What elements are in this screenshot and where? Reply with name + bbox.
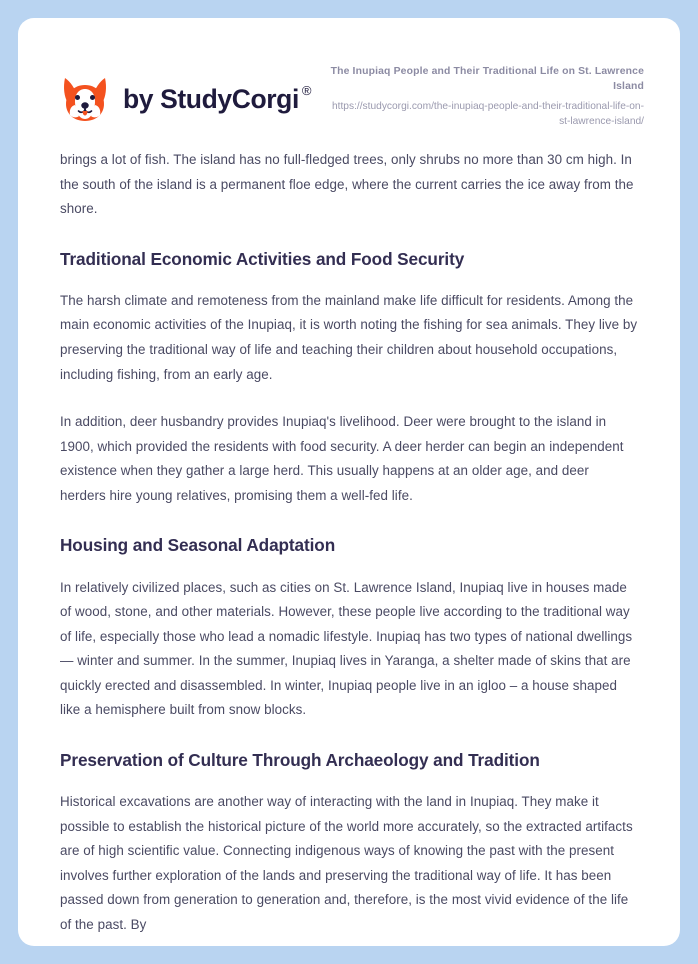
- section-paragraph: The harsh climate and remoteness from the mainland make life difficult for residents. Among the main economic activities of the Inupiaq, it is worth noting the fishing for sea animals. They live by preserving the traditional way of life and teaching their children about household occupations, including fishing, from an early age.: [60, 292, 638, 382]
- corgi-head-icon: [60, 74, 110, 124]
- section-paragraph: Historical excavations are another way of interacting with the land in Inupiaq. They make it possible to establish the historical picture of the world more accurately, so the extracted artifacts are of high scientific value. Connecting indigenous ways of knowing the past with the present involves further exploration of the lands and preserving the traditional way of life. It has been passed down from generation to generation and, therefore, is the most vivid evidence of the life of the past. By: [60, 794, 633, 932]
- document-header: [18, 18, 680, 148]
- section-heading-housing: Housing and Seasonal Adaptation: [60, 535, 336, 556]
- document-body: [18, 148, 680, 937]
- section-paragraph: In relatively civilized places, such as cities on St. Lawrence Island, Inupiaq live in houses made of wood, stone, and other materials. However, these people live according to the traditional way of life, especially those who lead a nomadic lifestyle. Inupiaq has two types of national dwellings — winter and summer. In the summer, Inupiaq lives in Yaranga, a shelter made of skins that are quickly erected and disassembled. In winter, Inupiaq people live in an igloo – a house shaped like a hemisphere built from snow blocks.: [60, 579, 633, 718]
- brand-logo: [60, 58, 311, 124]
- section-paragraph: In addition, deer husbandry provides Inupiaq's livelihood. Deer were brought to the island in 1900, which provided the residents with food security. A deer herder can begin an independent existence when they gather a large herd. This usually happens at an older age, and deer herders hire young relatives, promising them a well-fed life.: [60, 414, 624, 503]
- registered-trademark-icon: ®: [301, 82, 312, 98]
- intro-paragraph: brings a lot of fish. The island has no full-fledged trees, only shrubs no more than 30 cm high. In the south of the island is a permanent floe edge, where the current carries the ice away from the shore.: [60, 152, 634, 217]
- document-page-card: [18, 18, 680, 946]
- document-meta: [324, 58, 644, 130]
- brand-name: StudyCorgi: [160, 83, 299, 114]
- document-url: https://studycorgi.com/the-inupiaq-people-and-their-traditional-life-on-st-lawrence-island/: [331, 101, 644, 127]
- brand-wordmark: [123, 82, 312, 114]
- section-heading-preservation: Preservation of Culture Through Archaeology and Tradition: [60, 749, 540, 770]
- brand-prefix: by: [123, 83, 154, 114]
- document-title: The Inupiaq People and Their Traditional Life on St. Lawrence Island: [330, 66, 644, 93]
- section-heading-economic: Traditional Economic Activities and Food Security: [60, 248, 465, 269]
